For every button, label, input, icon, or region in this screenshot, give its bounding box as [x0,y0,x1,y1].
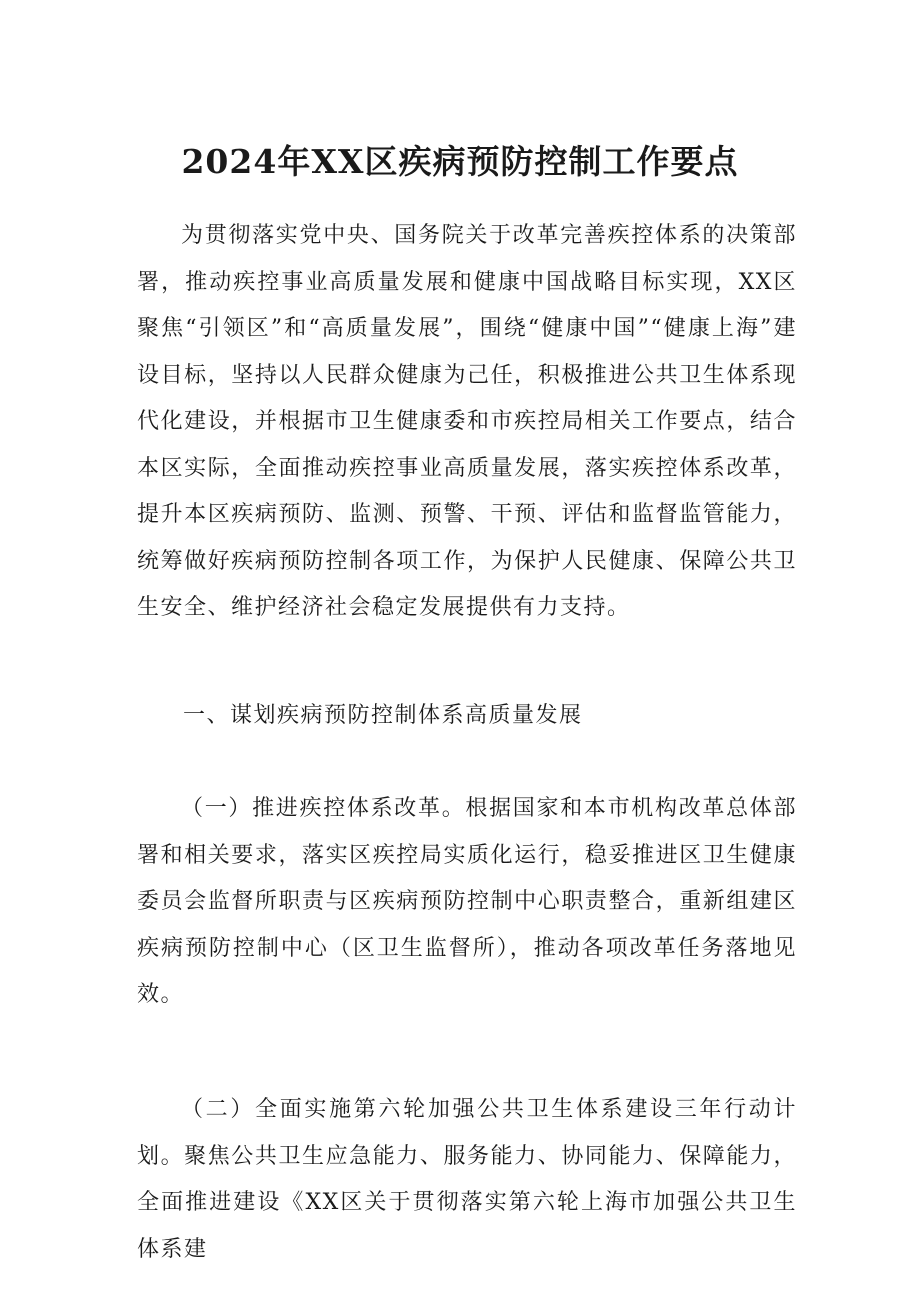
section-heading-1: 一、谋划疾病预防控制体系高质量发展 [183,703,583,728]
item-paragraph-1: （一）推进疾控体系改革。根据国家和本市机构改革总体部署和相关要求，落实区疾控局实质化运行，稳妥推进区卫生健康委员会监督所职责与区疾病预防控制中心职责整合，重新组建区疾病预防控制中心（区卫生监督所），推动各项改革任务落地见效。 [137,796,797,1007]
intro-paragraph: 为贯彻落实党中央、国务院关于改革完善疾控体系的决策部署，推动疾控事业高质量发展和健康中国战略目标实现，XX区聚焦“引领区”和“高质量发展”，围绕“健康中国”“健康上海”建设目标，坚持以人民群众健康为己任，积极推进公共卫生体系现代化建设，并根据市卫生健康委和市疾控局相关工作要点，结合本区实际，全面推动疾控事业高质量发展，落实疾控体系改革，提升本区疾病预防、监测、预警、干预、评估和监督监管能力，统筹做好疾病预防控制各项工作，为保护人民健康、保障公共卫生安全、维护经济社会稳定发展提供有力支持。 [137,223,797,620]
document-title: 2024年XX区疾病预防控制工作要点 [181,142,739,181]
item-paragraph-2: （二）全面实施第六轮加强公共卫生体系建设三年行动计划。聚焦公共卫生应急能力、服务能力、协同能力、保障能力，全面推进建设《XX区关于贯彻落实第六轮上海市加强公共卫生体系建 [137,1097,797,1262]
